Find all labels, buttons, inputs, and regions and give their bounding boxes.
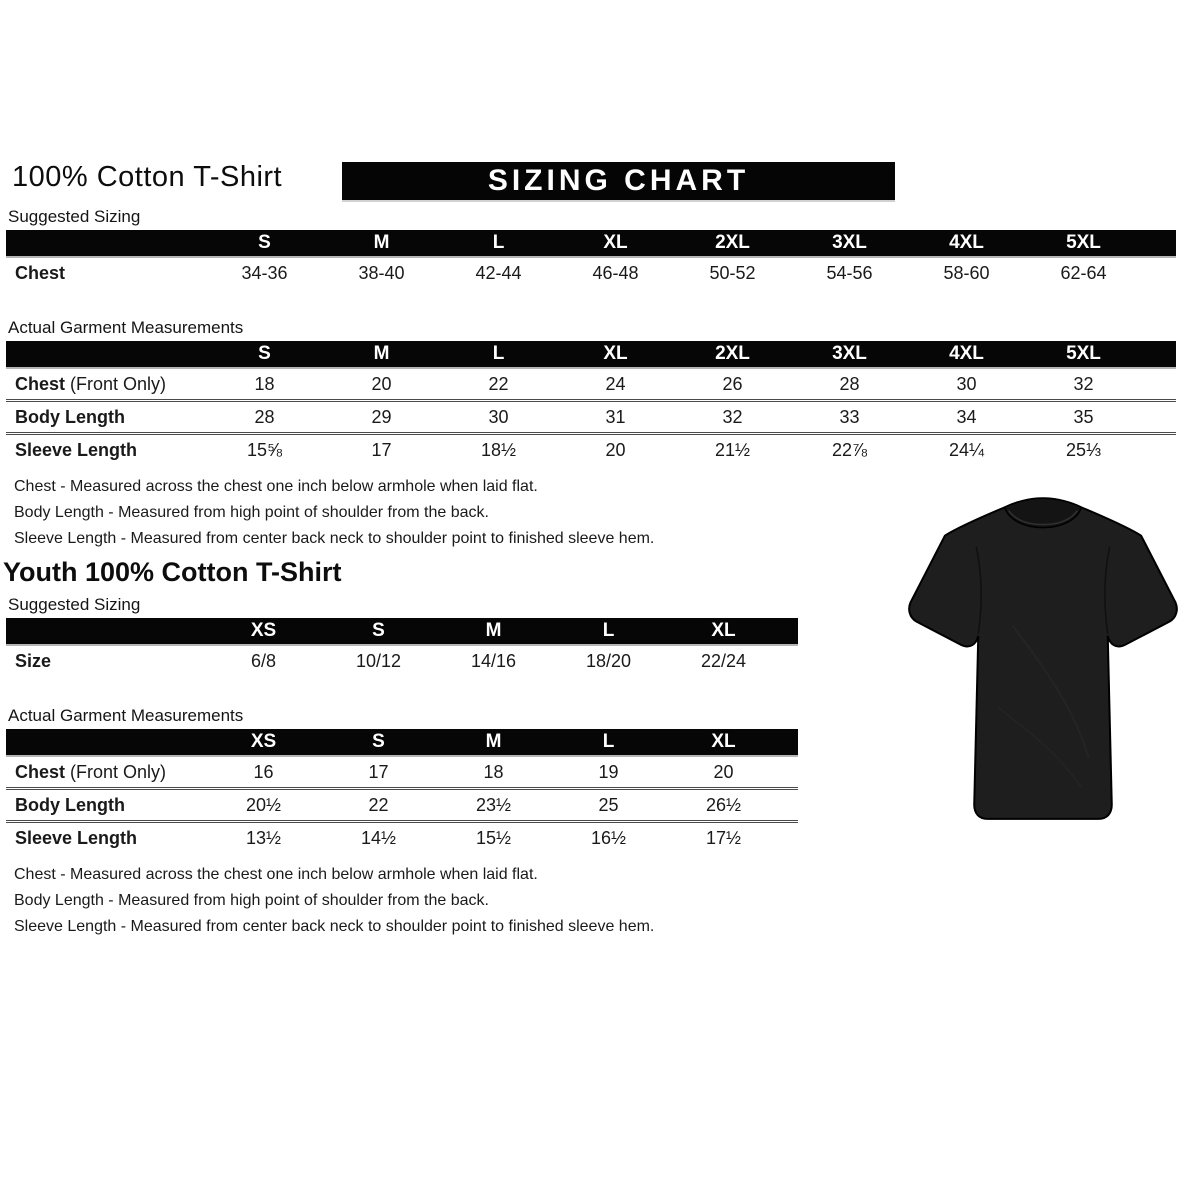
size-column-header: L	[492, 343, 505, 364]
adult-suggested-sizing-label: Suggested Sizing	[8, 207, 141, 226]
youth-measurements-table	[6, 729, 798, 853]
size-value: 18	[483, 761, 504, 782]
adult-suggested-sizing-table	[6, 230, 1176, 288]
adult-measurements-label: Actual Garment Measurements	[8, 318, 244, 337]
size-value: 34	[956, 406, 977, 427]
size-value: 38-40	[358, 262, 405, 283]
size-column-header: XL	[711, 620, 736, 641]
size-value: 32	[722, 406, 743, 427]
size-value: 62-64	[1060, 262, 1107, 283]
size-value: 28	[254, 406, 275, 427]
row-right-spacer	[781, 645, 798, 676]
size-column-header: 5XL	[1066, 232, 1101, 253]
table-row	[6, 789, 798, 822]
row-right-spacer	[781, 789, 798, 822]
table-row	[6, 257, 1176, 288]
size-value: 29	[371, 406, 392, 427]
table-row	[6, 368, 1176, 401]
tshirt-body	[909, 498, 1177, 819]
size-column-header: L	[602, 620, 615, 641]
table-row	[6, 401, 1176, 434]
row-right-spacer	[1142, 257, 1176, 288]
size-value: 17	[371, 439, 392, 460]
page-title: 100% Cotton T-Shirt	[12, 161, 283, 193]
youth-measurements-label: Actual Garment Measurements	[8, 706, 244, 725]
row-right-spacer	[1142, 401, 1176, 434]
size-column-header: S	[372, 731, 385, 752]
size-value: 22	[368, 794, 389, 815]
size-column-header: XL	[711, 731, 736, 752]
youth-suggested-sizing-table	[6, 618, 798, 676]
adult-measurements-table	[6, 341, 1176, 465]
row-label: Chest (Front Only)	[15, 373, 167, 394]
row-right-spacer	[1142, 434, 1176, 466]
size-value: 35	[1073, 406, 1094, 427]
header-right-spacer	[781, 729, 798, 756]
size-column-header: 4XL	[949, 232, 984, 253]
size-column-header: XL	[603, 232, 628, 253]
size-column-header: S	[258, 343, 271, 364]
table-row	[6, 645, 798, 676]
header-row	[0, 161, 1200, 200]
size-value: 18½	[480, 439, 517, 460]
size-value: 18/20	[585, 650, 632, 671]
size-value: 28	[839, 373, 860, 394]
size-value: 6/8	[250, 650, 277, 671]
size-column-header: M	[485, 620, 502, 641]
size-value: 46-48	[592, 262, 639, 283]
measurement-note: Chest - Measured across the chest one inch below armhole when laid flat.	[14, 866, 538, 883]
size-value: 16	[253, 761, 274, 782]
size-value: 20½	[245, 794, 282, 815]
size-column-header: 2XL	[715, 232, 750, 253]
row-label: Body Length	[15, 406, 125, 427]
size-column-header: 3XL	[832, 232, 867, 253]
size-value: 15½	[475, 827, 512, 848]
size-header-row	[6, 729, 798, 756]
measurement-note: Body Length - Measured from high point of shoulder from the back.	[14, 892, 489, 909]
black-tshirt-image	[901, 474, 1185, 834]
size-value: 24	[605, 373, 626, 394]
youth-notes	[14, 862, 1200, 940]
size-column-header: 4XL	[949, 343, 984, 364]
size-value: 18	[254, 373, 275, 394]
measurement-note: Chest - Measured across the chest one inch below armhole when laid flat.	[14, 478, 538, 495]
size-column-header: S	[372, 620, 385, 641]
row-label: Body Length	[15, 794, 125, 815]
size-value: 26	[722, 373, 743, 394]
size-value: 30	[488, 406, 509, 427]
header-right-spacer	[1142, 230, 1176, 257]
size-value: 15⅝	[246, 439, 283, 460]
sizing-chart-banner	[342, 162, 895, 200]
size-value: 22⅞	[831, 439, 868, 460]
size-column-header: M	[373, 232, 390, 253]
size-value: 23½	[475, 794, 512, 815]
row-right-spacer	[1142, 368, 1176, 401]
size-value: 24¼	[948, 439, 985, 460]
youth-title: Youth 100% Cotton T-Shirt	[3, 557, 342, 587]
size-value: 33	[839, 406, 860, 427]
size-value: 42-44	[475, 262, 522, 283]
size-column-header: 2XL	[715, 343, 750, 364]
size-value: 14½	[360, 827, 397, 848]
table-row	[6, 434, 1176, 466]
size-column-header: 3XL	[832, 343, 867, 364]
size-value: 10/12	[355, 650, 402, 671]
size-value: 26½	[705, 794, 742, 815]
size-value: 58-60	[943, 262, 990, 283]
size-value: 30	[956, 373, 977, 394]
size-value: 19	[598, 761, 619, 782]
table-row	[6, 756, 798, 789]
size-column-header: L	[492, 232, 505, 253]
size-value: 21½	[714, 439, 751, 460]
size-value: 16½	[590, 827, 627, 848]
header-right-spacer	[1142, 341, 1176, 368]
size-column-header: XS	[250, 620, 277, 641]
size-header-row	[6, 341, 1176, 368]
size-value: 34-36	[241, 262, 288, 283]
youth-suggested-sizing-label: Suggested Sizing	[8, 595, 141, 614]
size-value: 22	[488, 373, 509, 394]
size-value: 31	[605, 406, 626, 427]
size-column-header: 5XL	[1066, 343, 1101, 364]
row-label: Chest (Front Only)	[15, 761, 167, 782]
table-row	[6, 822, 798, 854]
size-value: 17	[368, 761, 389, 782]
size-value: 25⅓	[1065, 439, 1102, 460]
sizing-chart-banner-text: SIZING CHART	[487, 164, 750, 197]
size-column-header: XL	[603, 343, 628, 364]
size-value: 50-52	[709, 262, 756, 283]
size-value: 54-56	[826, 262, 873, 283]
size-header-row	[6, 618, 798, 645]
size-column-header: XS	[250, 731, 277, 752]
row-label: Size	[15, 650, 52, 671]
size-column-header: M	[373, 343, 390, 364]
size-header-row	[6, 230, 1176, 257]
size-value: 20	[605, 439, 626, 460]
size-value: 20	[371, 373, 392, 394]
measurement-note: Body Length - Measured from high point of shoulder from the back.	[14, 504, 489, 521]
header-label-spacer	[6, 729, 206, 756]
size-value: 17½	[705, 827, 742, 848]
size-value: 22/24	[700, 650, 747, 671]
row-label: Sleeve Length	[15, 827, 138, 848]
size-column-header: S	[258, 232, 271, 253]
header-label-spacer	[6, 230, 206, 257]
size-column-header: L	[602, 731, 615, 752]
size-value: 14/16	[470, 650, 517, 671]
header-right-spacer	[781, 618, 798, 645]
size-column-header: M	[485, 731, 502, 752]
row-label: Sleeve Length	[15, 439, 138, 460]
size-value: 32	[1073, 373, 1094, 394]
measurement-note: Sleeve Length - Measured from center back neck to shoulder point to finished sleeve hem.	[14, 530, 655, 547]
header-label-spacer	[6, 618, 206, 645]
size-value: 13½	[245, 827, 282, 848]
header-label-spacer	[6, 341, 206, 368]
measurement-note: Sleeve Length - Measured from center back neck to shoulder point to finished sleeve hem.	[14, 918, 655, 935]
row-right-spacer	[781, 822, 798, 854]
row-right-spacer	[781, 756, 798, 789]
size-value: 25	[598, 794, 619, 815]
row-label: Chest	[15, 262, 66, 283]
size-value: 20	[713, 761, 734, 782]
